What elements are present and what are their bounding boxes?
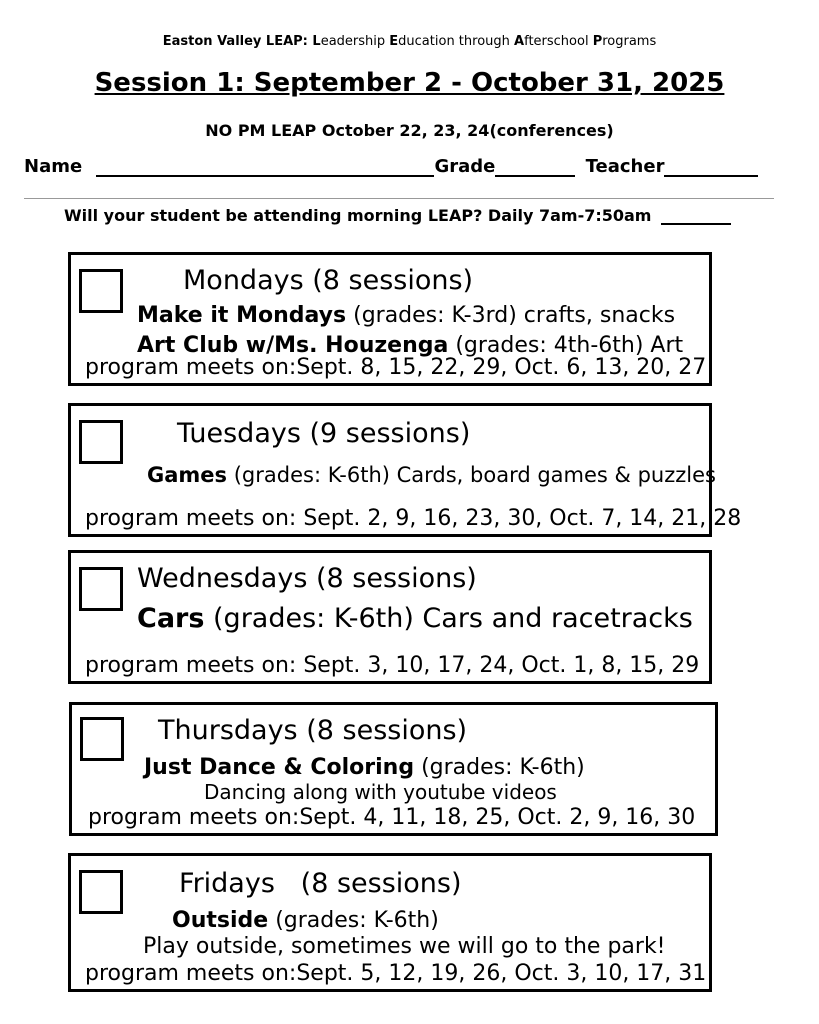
day-heading-friday — [179, 868, 462, 899]
morning-question-text: Will your student be attending morning LEAP? Daily 7am-7:50am — [64, 206, 652, 225]
checkbox-wednesday[interactable] — [79, 567, 123, 611]
meeting-dates-thursday — [88, 805, 695, 830]
day-heading-monday — [183, 265, 473, 296]
meeting-dates-monday — [85, 355, 706, 380]
session-box-friday — [68, 853, 712, 992]
session-box-wednesday — [68, 550, 712, 684]
program-details: (grades: K-6th) Cards, board games & puzzles — [233, 463, 716, 487]
day-heading-thursday — [158, 715, 467, 746]
teacher-field[interactable] — [664, 155, 758, 177]
program-name-part: A — [514, 34, 525, 49]
session-box-thursday — [69, 702, 718, 836]
program-name-part: ducation through — [398, 34, 515, 49]
day-name: Wednesdays — [137, 563, 308, 594]
meets-label: program meets on: — [85, 961, 297, 986]
checkbox-friday[interactable] — [79, 870, 123, 914]
program-name-part: fterschool — [524, 34, 593, 49]
session-title: Session 1: September 2 - October 31, 2025 — [94, 68, 725, 98]
student-info-row — [24, 155, 774, 177]
program-description-thursday: Dancing along with youtube videos — [204, 780, 557, 804]
meeting-dates-friday — [85, 961, 706, 986]
day-name: Tuesdays — [177, 418, 301, 449]
program-name-part: rograms — [602, 34, 657, 49]
dates-list: Sept. 5, 12, 19, 26, Oct. 3, 10, 17, 31 — [296, 961, 707, 986]
meets-label: program meets on: — [88, 805, 300, 830]
grade-label: Grade — [434, 156, 496, 177]
program-line-just-dance — [144, 755, 585, 780]
session-box-monday — [68, 252, 712, 386]
program-name-part: Easton Valley LEAP: — [162, 34, 313, 49]
session-count: (8 sessions) — [306, 715, 468, 746]
meets-label: program meets on: — [85, 653, 297, 678]
program-details: (grades: K-6th) — [421, 755, 585, 780]
session-box-tuesday — [68, 403, 742, 537]
program-line-make-it-mondays — [137, 303, 675, 328]
program-name: Cars — [137, 603, 205, 634]
program-name-line — [0, 34, 819, 49]
program-name: Outside — [172, 908, 269, 933]
program-name: Games — [147, 463, 228, 487]
session-count: (9 sessions) — [309, 418, 471, 449]
session-count: (8 sessions) — [315, 563, 477, 594]
meets-label: program meets on: — [85, 355, 297, 380]
program-name: Just Dance & Coloring — [144, 755, 415, 780]
session-count: (8 sessions) — [300, 868, 462, 899]
program-details: (grades: 4th-6th) Art — [455, 333, 684, 358]
dates-list: Sept. 4, 11, 18, 25, Oct. 2, 9, 16, 30 — [299, 805, 696, 830]
session-count: (8 sessions) — [312, 265, 474, 296]
dates-list: Sept. 8, 15, 22, 29, Oct. 6, 13, 20, 27 — [296, 355, 707, 380]
no-pm-notice: NO PM LEAP October 22, 23, 24(conferences) — [205, 121, 614, 140]
program-name-part: eadership — [320, 34, 390, 49]
day-heading-tuesday — [177, 418, 470, 449]
program-description-friday: Play outside, sometimes we will go to the park! — [143, 934, 666, 959]
checkbox-thursday[interactable] — [80, 717, 124, 761]
checkbox-tuesday[interactable] — [79, 420, 123, 464]
name-field[interactable] — [96, 155, 434, 177]
program-details: (grades: K-6th) Cars and racetracks — [213, 603, 693, 634]
program-name: Make it Mondays — [137, 303, 347, 328]
name-label: Name — [24, 156, 83, 177]
program-details: (grades: K-3rd) crafts, snacks — [353, 303, 676, 328]
program-name-part: E — [389, 34, 399, 49]
checkbox-monday[interactable] — [79, 269, 123, 313]
program-line-games — [147, 463, 716, 487]
meeting-dates-tuesday — [85, 506, 741, 531]
program-line-outside — [172, 908, 439, 933]
program-name-part: P — [592, 34, 603, 49]
dates-list: Sept. 2, 9, 16, 23, 30, Oct. 7, 14, 21, 28 — [303, 506, 742, 531]
day-heading-wednesday — [137, 563, 477, 594]
meeting-dates-wednesday — [85, 653, 699, 678]
program-name-part: L — [312, 34, 321, 49]
day-name: Thursdays — [158, 715, 298, 746]
day-name: Mondays — [183, 265, 304, 296]
meets-label: program meets on: — [85, 506, 297, 531]
morning-answer-field[interactable] — [661, 207, 731, 225]
grade-field[interactable] — [495, 155, 575, 177]
divider-line — [24, 198, 774, 199]
program-name: Art Club w/Ms. Houzenga — [137, 333, 449, 358]
program-line-cars — [137, 603, 693, 634]
dates-list: Sept. 3, 10, 17, 24, Oct. 1, 8, 15, 29 — [303, 653, 700, 678]
teacher-label: Teacher — [585, 156, 665, 177]
morning-leap-question — [64, 206, 731, 225]
program-details: (grades: K-6th) — [275, 908, 439, 933]
day-name: Fridays — [179, 868, 275, 899]
